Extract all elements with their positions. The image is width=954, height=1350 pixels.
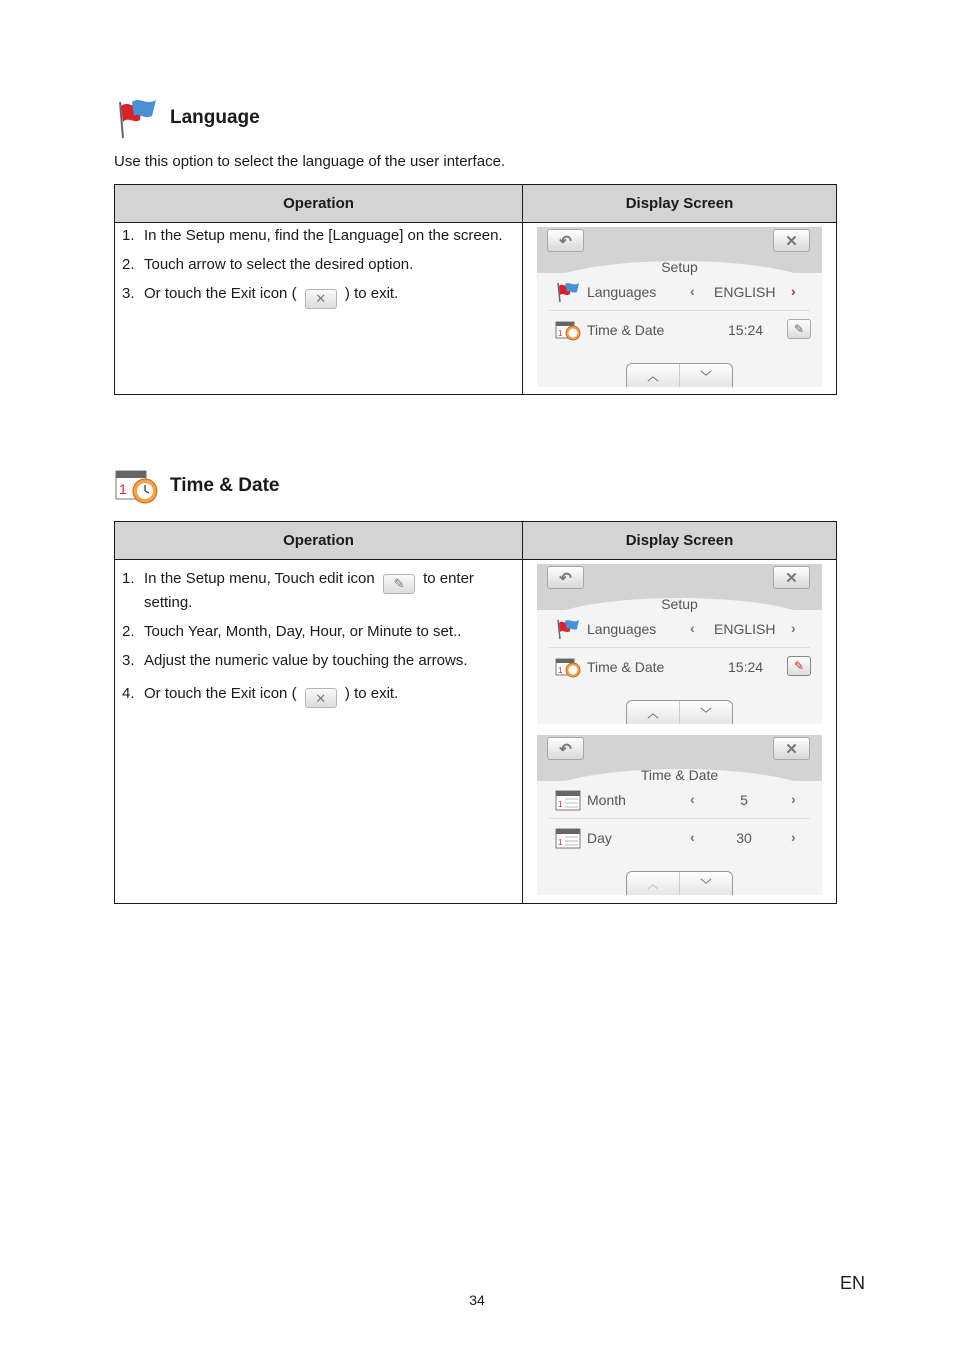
language-intro: Use this option to select the language of the user interface.	[114, 153, 506, 170]
flag-icon	[114, 96, 158, 140]
calendar-clock-icon	[555, 656, 581, 678]
month-row[interactable]: 1 Month ‹ 5 ›	[549, 781, 810, 819]
svg-text:1: 1	[558, 666, 563, 675]
edit-button[interactable]: ✎	[787, 319, 811, 339]
calendar-clock-icon	[555, 319, 581, 341]
close-button[interactable]: ✕	[773, 566, 810, 589]
svg-text:1: 1	[558, 800, 563, 809]
edit-icon-inline: ✎	[383, 574, 415, 594]
scroll-nav	[626, 871, 733, 895]
language-code: EN	[840, 1273, 866, 1293]
operation-steps	[115, 560, 523, 904]
display-screen-cell	[523, 560, 837, 904]
step-1: 1. In the Setup menu, Touch edit icon ✎ to enter setting.	[122, 570, 474, 611]
exit-icon-inline: ✕	[305, 688, 337, 708]
svg-text:1: 1	[558, 838, 563, 847]
calendar-icon	[555, 789, 581, 811]
display-screen-header: Display Screen	[523, 185, 837, 223]
next-arrow[interactable]: ›	[791, 829, 796, 845]
scroll-up-button[interactable]: ︿	[647, 371, 659, 383]
next-arrow[interactable]: ›	[791, 620, 796, 636]
setup-screen	[537, 564, 822, 724]
setup-screen	[537, 227, 822, 387]
back-button[interactable]: ↶	[547, 229, 584, 252]
languages-row[interactable]: Languages ‹ ENGLISH ›	[549, 610, 810, 648]
languages-row[interactable]: Languages ‹ ENGLISH ›	[549, 273, 810, 311]
language-heading	[114, 96, 260, 140]
time-date-table	[114, 521, 837, 904]
prev-arrow[interactable]: ‹	[690, 283, 695, 299]
time-date-title: Time & Date	[170, 475, 280, 496]
page-number: 34	[469, 1292, 485, 1308]
language-table	[114, 184, 837, 395]
svg-text:1: 1	[558, 329, 563, 338]
step-3: 3. Adjust the numeric value by touching the arrows.	[122, 651, 468, 669]
step-2: 2. Touch arrow to select the desired option.	[122, 256, 414, 273]
scroll-up-button[interactable]: ︿	[647, 708, 659, 720]
scroll-nav	[626, 363, 733, 387]
operation-steps	[115, 223, 523, 395]
day-row[interactable]: 1 Day ‹ 30 ›	[549, 819, 810, 857]
exit-icon-inline: ✕	[305, 289, 337, 309]
calendar-clock-icon	[114, 467, 158, 505]
time-date-row[interactable]: 1 Time & Date 15:24 ✎	[549, 311, 810, 349]
step-2: 2. Touch Year, Month, Day, Hour, or Minute to set..	[122, 622, 462, 640]
step-3: 3. Or touch the Exit icon ( ✕ ) to exit.	[121, 285, 516, 309]
step-4: 4. Or touch the Exit icon ( ✕ ) to exit.	[121, 685, 516, 709]
display-screen-header: Display Screen	[523, 522, 837, 560]
prev-arrow[interactable]: ‹	[690, 791, 695, 807]
scroll-nav	[626, 700, 733, 724]
screen-title: Time & Date	[640, 767, 719, 783]
time-date-heading	[114, 467, 279, 505]
language-title: Language	[170, 107, 260, 128]
scroll-down-button[interactable]: ﹀	[679, 364, 732, 387]
calendar-icon	[555, 827, 581, 849]
scroll-down-button[interactable]: ﹀	[679, 701, 732, 724]
edit-button[interactable]: ✎	[787, 656, 811, 676]
next-arrow[interactable]: ›	[791, 283, 796, 299]
display-screen-cell	[523, 223, 837, 395]
close-button[interactable]: ✕	[773, 229, 810, 252]
prev-arrow[interactable]: ‹	[690, 829, 695, 845]
prev-arrow[interactable]: ‹	[690, 620, 695, 636]
step-1: 1. In the Setup menu, find the [Language] on the screen.	[122, 227, 503, 244]
svg-text:1: 1	[119, 481, 127, 497]
flag-icon	[555, 281, 581, 303]
operation-header: Operation	[115, 185, 523, 223]
scroll-up-button[interactable]: ︿	[647, 879, 659, 891]
flag-icon	[555, 618, 581, 640]
screen-title: Setup	[661, 596, 698, 612]
time-date-screen	[537, 735, 822, 895]
time-date-row[interactable]: 1 Time & Date 15:24 ✎	[549, 648, 810, 686]
next-arrow[interactable]: ›	[791, 791, 796, 807]
screen-title: Setup	[661, 259, 698, 275]
operation-header: Operation	[115, 522, 523, 560]
back-button[interactable]: ↶	[547, 566, 584, 589]
close-button[interactable]: ✕	[773, 737, 810, 760]
scroll-down-button[interactable]: ﹀	[679, 872, 732, 895]
back-button[interactable]: ↶	[547, 737, 584, 760]
